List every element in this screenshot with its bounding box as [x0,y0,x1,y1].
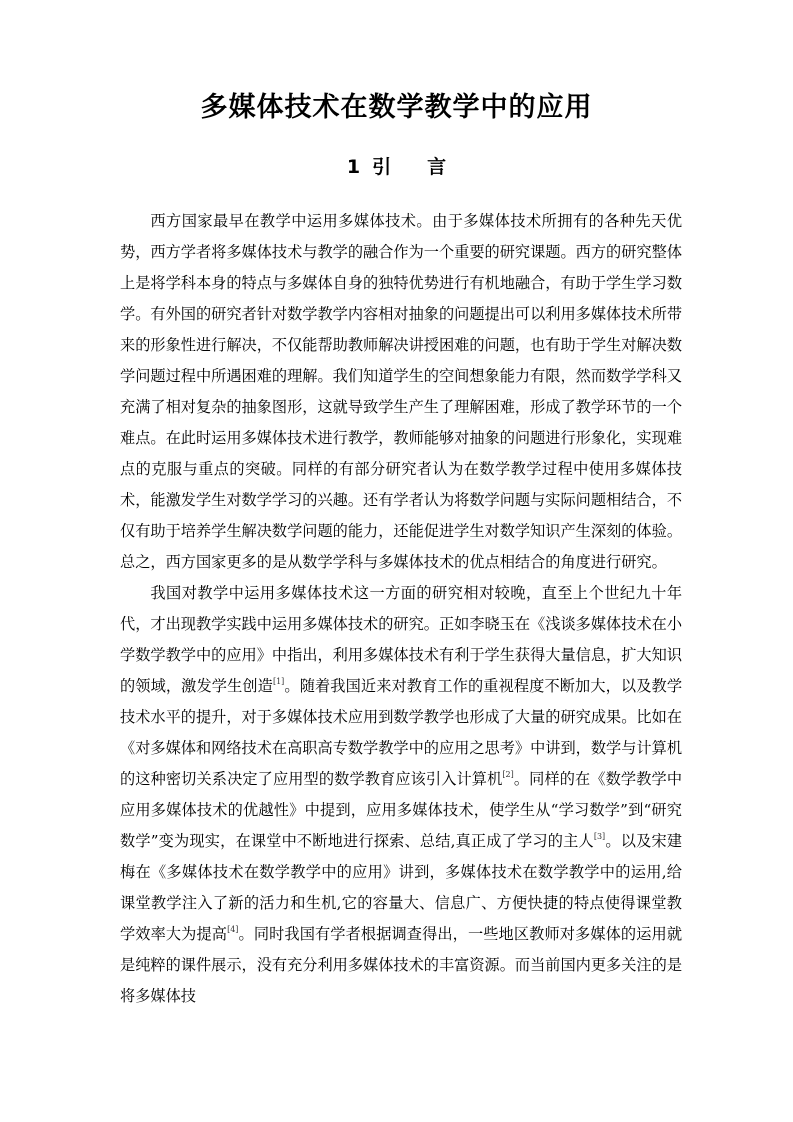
paragraph [120,578,682,1012]
section-title: 引言 [372,156,483,178]
document-title: 多媒体技术在数学教学中的应用 [200,92,593,123]
paragraph [120,206,682,578]
paragraph-text: 我国对教学中运用多媒体技术这一方面的研究相对较晚，直至上个世纪九十年代，才出现教学实践中运用多媒体技术的研究。正如李晓玉在《浅谈多媒体技术在小学数学教学中的应用》中指出，利用多媒体技术有利于学生获得大量信息，扩大知识的领域，激发学生创造 [120,584,682,695]
paragraph-text: 。同样的在《数学教学中应用多媒体技术的优越性》中提到，应用多媒体技术，使学生从“学习数学”到“研究数学”变为现实，在课堂中不断地进行探索、总结,真正成了学习的主人 [120,770,683,850]
section-number: 1 [346,156,361,178]
paragraph-text: 。同时我国有学者根据调查得出，一些地区教师对多媒体的运用就是纯粹的课件展示，没有充分利用多媒体技术的丰富资源。而当前国内更多关注的是将多媒体技 [120,925,683,1005]
citation-ref: [4] [227,925,239,934]
paragraph-text: 。随着我国近来对教育工作的重视程度不断加大，以及教学技术水平的提升，对于多媒体技术应用到数学教学也形成了大量的研究成果。比如在《对多媒体和网络技术在高职高专数学教学中的应用之思考》中讲到，数学与计算机的这种密切关系决定了应用型的数学教育应该引入计算机 [120,677,683,788]
citation-ref: [1] [272,677,285,686]
citation-ref: [3] [593,832,606,841]
paragraph-text: 西方国家最早在教学中运用多媒体技术。由于多媒体技术所拥有的各种先天优势，西方学者将多媒体技术与教学的融合作为一个重要的研究课题。西方的研究整体上是将学科本身的特点与多媒体自身的独特优势进行有机地融合，有助于学生学习数学。有外国的研究者针对数学教学内容相对抽象的问题提出可以利用多媒体技术所带来的形象性进行解决，不仅能帮助教师解决讲授困难的问题，也有助于学生对解决数学问题过程中所遇困难的理解。我们知道学生的空间想象能力有限，然而数学学科又充满了相对复杂的抽象图形，这就导致学生产生了理解困难，形成了教学环节的一个难点。在此时运用多媒体技术进行教学，教师能够对抽象的问题进行形象化，实现难点的克服与重点的突破。同样的有部分研究者认为在数学教学过程中使用多媒体技术，能激发学生对数学学习的兴趣。还有学者认为将数学问题与实际问题相结合，不仅有助于培养学生解决数学问题的能力，还能促进学生对数学知识产生深刻的体验。总之，西方国家更多的是从数学学科与多媒体技术的优点相结合的角度进行研究。 [120,212,682,571]
body-text [120,206,682,1012]
citation-ref: [2] [502,770,514,779]
section-heading [0,152,793,182]
paragraph-text: 。以及宋建梅在《多媒体技术在数学教学中的应用》讲到，多媒体技术在数学教学中的运用,给课堂教学注入了新的活力和生机,它的容量大、信息广、方便快捷的特点使得课堂教学效率大为提高 [120,832,683,943]
